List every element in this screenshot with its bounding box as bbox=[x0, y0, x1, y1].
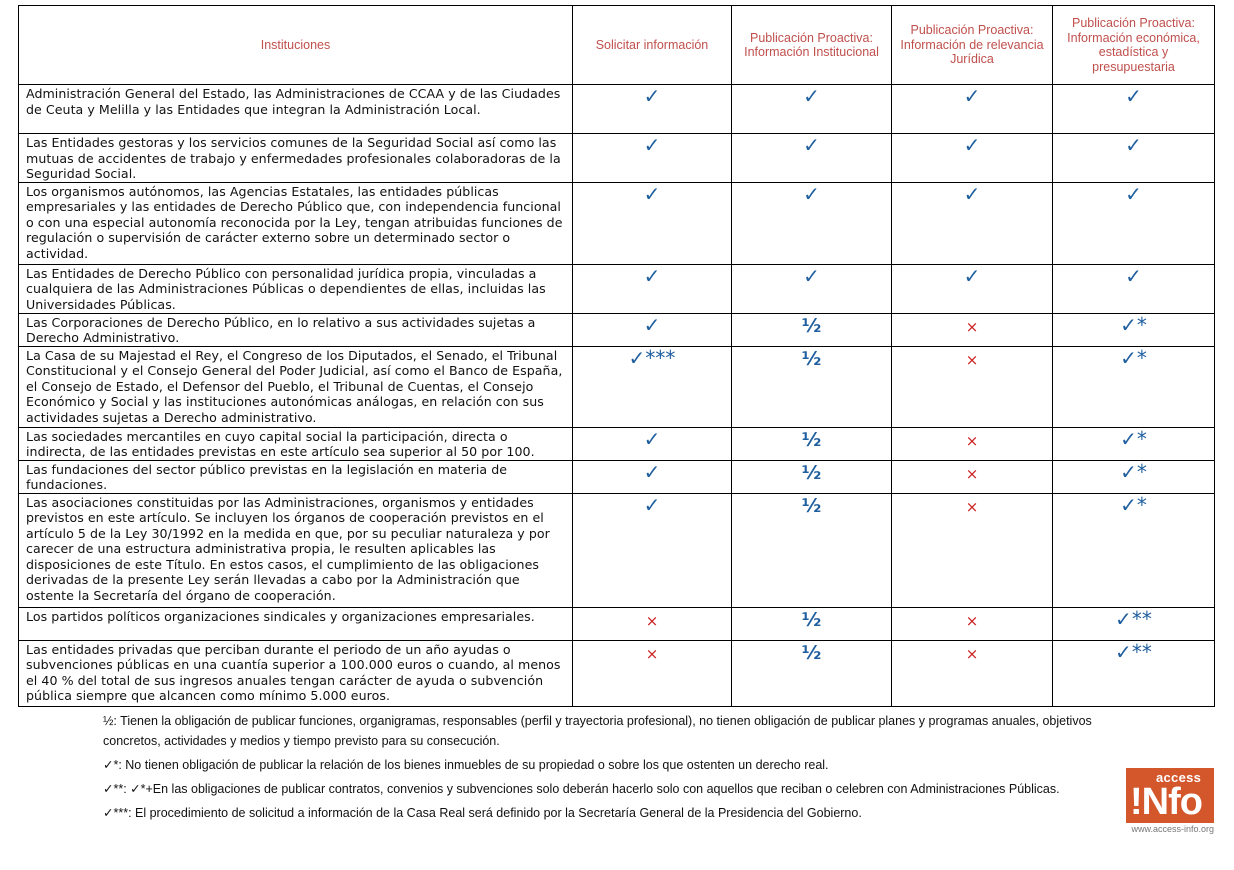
check-icon: ✓ bbox=[963, 181, 981, 206]
check-icon: ✓ bbox=[1125, 84, 1142, 108]
institution-cell: Administración General del Estado, las Administraciones de CCAA y de las Ciudades de Ceuta y Melilla y las Entidades que integran la Administración Local. bbox=[19, 85, 573, 134]
institution-cell: Las Entidades de Derecho Público con personalidad jurídica propia, vinculadas a cualquiera de las Administraciones Públicas o dependientes de ellas, incluidas las Universidades Públicas. bbox=[19, 264, 573, 313]
mark-cell bbox=[732, 460, 892, 493]
cross-icon: × bbox=[645, 611, 659, 630]
mark-cell bbox=[892, 493, 1053, 607]
half-mark: ½ bbox=[801, 494, 822, 517]
institution-cell: Las entidades privadas que perciban durante el periodo de un año ayudas o subvenciones públicas en una cuantía superior a 100.000 euros o cuando, al menos el 40 % del total de sus ingresos anuales tengan carácter de ayuda o subvención pública siempre que alcancen como mínimo 5.000 euros. bbox=[19, 640, 573, 706]
header-relevancia-juridica: Publicación Proactiva: Información de relevancia Jurídica bbox=[892, 6, 1053, 85]
cross-icon: × bbox=[965, 611, 979, 630]
check-icon: ✓ bbox=[643, 263, 661, 288]
mark-cell bbox=[732, 607, 892, 640]
check-icon: ✓** bbox=[1115, 606, 1152, 631]
check-icon: ✓** bbox=[1115, 639, 1152, 664]
mark-cell bbox=[732, 640, 892, 706]
half-mark: ½ bbox=[801, 461, 822, 484]
access-info-logo bbox=[1126, 768, 1214, 836]
check-icon: ✓ bbox=[963, 133, 981, 157]
mark-cell bbox=[573, 182, 732, 264]
check-icon: ✓ bbox=[643, 181, 661, 206]
mark-cell bbox=[732, 182, 892, 264]
footnote-check-three-stars: ✓***: El procedimiento de solicitud a información de la Casa Real será definido por la Secretaría General de la Presidencia del Gobierno. bbox=[103, 806, 862, 820]
institution-cell: Las Corporaciones de Derecho Público, en lo relativo a sus actividades sujetas a Derecho Administrativo. bbox=[19, 313, 573, 346]
check-icon: ✓* bbox=[1120, 345, 1147, 370]
mark-cell bbox=[573, 346, 732, 427]
mark-cell bbox=[892, 85, 1053, 134]
cross-icon: × bbox=[965, 644, 979, 663]
mark-cell bbox=[1053, 640, 1215, 706]
mark-cell bbox=[1053, 493, 1215, 607]
footnote-check-two-stars: ✓**: ✓*+En las obligaciones de publicar contratos, convenios y subvenciones solo deberán hacerlo solo con aquellos que reciban o celebren con Administraciones Públicas. bbox=[103, 782, 1060, 796]
mark-cell bbox=[732, 313, 892, 346]
mark-cell bbox=[1053, 313, 1215, 346]
mark-cell bbox=[1053, 607, 1215, 640]
table-header-row bbox=[19, 6, 1215, 85]
mark-cell bbox=[1053, 460, 1215, 493]
logo-info-text: !Nfo bbox=[1130, 781, 1202, 823]
check-icon: ✓ bbox=[803, 84, 820, 108]
mark-cell bbox=[573, 134, 732, 183]
mark-cell bbox=[892, 134, 1053, 183]
check-icon: ✓* bbox=[1120, 312, 1147, 337]
mark-cell bbox=[573, 493, 732, 607]
institutions-table bbox=[18, 5, 1215, 707]
header-informacion-institucional: Publicación Proactiva: Información Institucional bbox=[732, 6, 892, 85]
mark-cell bbox=[892, 182, 1053, 264]
document bbox=[18, 5, 1214, 707]
table-row bbox=[19, 313, 1215, 346]
check-icon: ✓ bbox=[643, 426, 661, 451]
check-icon: ✓*** bbox=[628, 345, 676, 370]
mark-cell bbox=[573, 460, 732, 493]
mark-cell bbox=[732, 346, 892, 427]
footnote-check-star: ✓*: No tienen obligación de publicar la relación de los bienes inmuebles de su propiedad o sobre los que ostenten un derecho real. bbox=[103, 758, 829, 772]
half-mark: ½ bbox=[801, 314, 822, 337]
check-icon: ✓ bbox=[643, 133, 661, 157]
mark-cell bbox=[573, 427, 732, 460]
mark-cell bbox=[573, 85, 732, 134]
check-icon: ✓ bbox=[643, 312, 661, 337]
check-icon: ✓ bbox=[803, 263, 820, 288]
mark-cell bbox=[573, 640, 732, 706]
header-solicitar-informacion: Solicitar información bbox=[573, 6, 732, 85]
mark-cell bbox=[1053, 346, 1215, 427]
cross-icon: × bbox=[965, 350, 979, 369]
table-row bbox=[19, 607, 1215, 640]
mark-cell bbox=[1053, 264, 1215, 313]
half-mark: ½ bbox=[801, 608, 822, 631]
mark-cell bbox=[892, 607, 1053, 640]
table-row bbox=[19, 182, 1215, 264]
table-row bbox=[19, 85, 1215, 134]
mark-cell bbox=[1053, 134, 1215, 183]
header-informacion-economica: Publicación Proactiva: Información económica, estadística y presupuestaria bbox=[1053, 6, 1215, 85]
table-row bbox=[19, 493, 1215, 607]
mark-cell bbox=[573, 313, 732, 346]
mark-cell bbox=[1053, 182, 1215, 264]
institution-cell: Las Entidades gestoras y los servicios comunes de la Seguridad Social así como las mutuas de accidentes de trabajo y enfermedades profesionales colaboradoras de la Seguridad Social. bbox=[19, 134, 573, 183]
footnote-half: ½: Tienen la obligación de publicar funciones, organigramas, responsables (perfil y trayectoria profesional), no tienen obligación de publicar planes y programas anuales, objetivos concretos, actividades y medios y tiempo previsto para su consecución. bbox=[103, 714, 1092, 748]
mark-cell bbox=[732, 264, 892, 313]
cross-icon: × bbox=[965, 431, 979, 450]
mark-cell bbox=[892, 346, 1053, 427]
mark-cell bbox=[892, 313, 1053, 346]
mark-cell bbox=[732, 427, 892, 460]
table-row bbox=[19, 460, 1215, 493]
mark-cell bbox=[573, 264, 732, 313]
check-icon: ✓ bbox=[963, 84, 981, 108]
check-icon: ✓ bbox=[643, 492, 661, 517]
mark-cell bbox=[892, 427, 1053, 460]
mark-cell bbox=[732, 85, 892, 134]
mark-cell bbox=[732, 134, 892, 183]
institution-cell: Los partidos políticos organizaciones sindicales y organizaciones empresariales. bbox=[19, 607, 573, 640]
cross-icon: × bbox=[965, 497, 979, 516]
half-mark: ½ bbox=[801, 347, 822, 370]
half-mark: ½ bbox=[801, 428, 822, 451]
half-mark: ½ bbox=[801, 641, 822, 664]
check-icon: ✓* bbox=[1120, 459, 1147, 484]
check-icon: ✓ bbox=[643, 459, 661, 484]
table-row bbox=[19, 134, 1215, 183]
table-row bbox=[19, 427, 1215, 460]
cross-icon: × bbox=[965, 464, 979, 483]
table-row bbox=[19, 264, 1215, 313]
mark-cell bbox=[732, 493, 892, 607]
check-icon: ✓ bbox=[803, 133, 820, 157]
mark-cell bbox=[573, 607, 732, 640]
institution-cell: Los organismos autónomos, las Agencias Estatales, las entidades públicas empresariales y las entidades de Derecho Público que, con independencia funcional o con una especial autonomía reconocida por la Ley, tengan atribuidas funciones de regulación o supervisión de carácter externo sobre un determinado sector o actividad. bbox=[19, 182, 573, 264]
mark-cell bbox=[1053, 85, 1215, 134]
institution-cell: Las sociedades mercantiles en cuyo capital social la participación, directa o indirecta, de las entidades previstas en este artículo sea superior al 50 por 100. bbox=[19, 427, 573, 460]
institution-cell: Las asociaciones constituidas por las Administraciones, organismos y entidades previstos en este artículo. Se incluyen los órganos de cooperación previstos en el artículo 5 de la Ley 30/1992 en la medida en que, por su peculiar naturaleza y por carecer de una estructura administrativa propia, le resulten aplicables las disposiciones de este Título. En estos casos, el cumplimiento de las obligaciones derivadas de la presente Ley serán llevadas a cabo por la Administración que ostente la Secretaría del órgano de cooperación. bbox=[19, 493, 573, 607]
check-icon: ✓ bbox=[1125, 181, 1142, 206]
mark-cell bbox=[892, 264, 1053, 313]
check-icon: ✓ bbox=[1125, 263, 1142, 288]
table-row bbox=[19, 346, 1215, 427]
check-icon: ✓* bbox=[1120, 426, 1147, 451]
cross-icon: × bbox=[965, 317, 979, 336]
table-row bbox=[19, 640, 1215, 706]
check-icon: ✓ bbox=[803, 181, 820, 206]
cross-icon: × bbox=[645, 644, 659, 663]
check-icon: ✓* bbox=[1120, 492, 1147, 517]
logo-url: www.access-info.org bbox=[1131, 824, 1214, 834]
mark-cell bbox=[892, 460, 1053, 493]
mark-cell bbox=[892, 640, 1053, 706]
footnotes bbox=[103, 711, 1113, 827]
mark-cell bbox=[1053, 427, 1215, 460]
check-icon: ✓ bbox=[643, 84, 661, 108]
institution-cell: Las fundaciones del sector público previstas en la legislación en materia de fundaciones. bbox=[19, 460, 573, 493]
header-instituciones: Instituciones bbox=[19, 6, 573, 85]
check-icon: ✓ bbox=[963, 263, 981, 288]
check-icon: ✓ bbox=[1125, 133, 1142, 157]
institution-cell: La Casa de su Majestad el Rey, el Congreso de los Diputados, el Senado, el Tribunal Constitucional y el Consejo General del Poder Judicial, así como el Banco de España, el Consejo de Estado, el Defensor del Pueblo, el Tribunal de Cuentas, el Consejo Económico y Social y las instituciones autonómicas análogas, en relación con sus actividades sujetas a Derecho administrativo. bbox=[19, 346, 573, 427]
logo-access-text: access bbox=[1156, 770, 1202, 785]
